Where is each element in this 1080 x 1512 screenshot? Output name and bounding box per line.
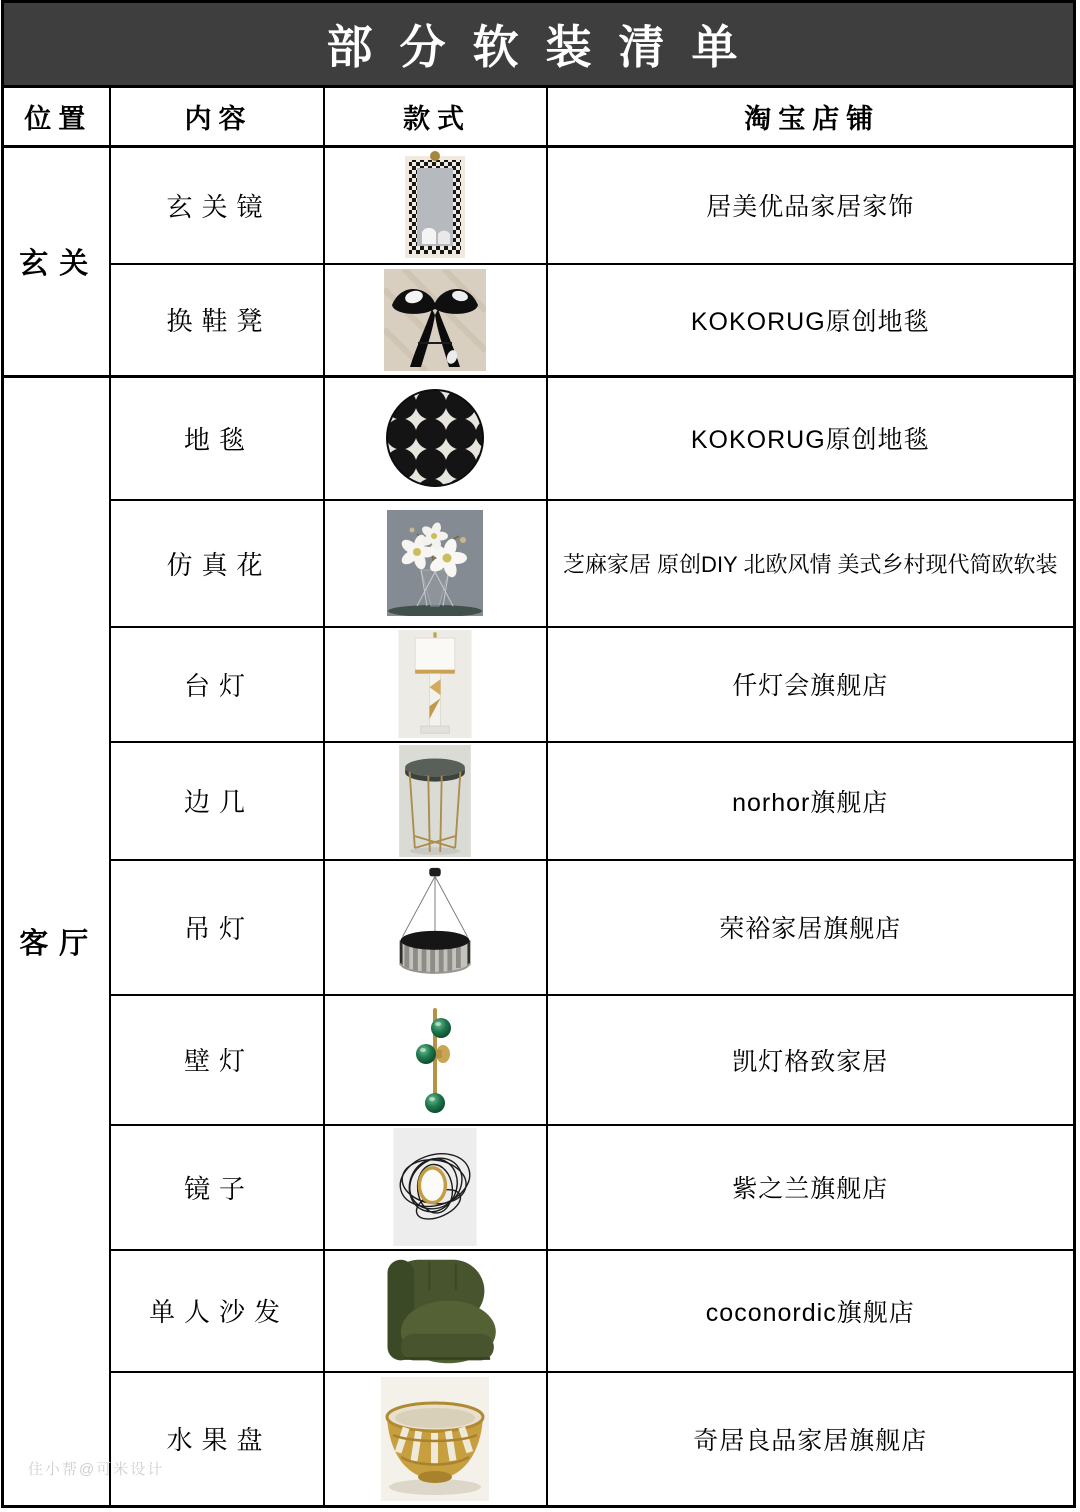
shop-name: 凯灯格致家居 <box>547 995 1075 1125</box>
soft-furnishing-list-table <box>1 0 1076 1508</box>
style-cell-pendant-lamp <box>324 860 547 995</box>
entry-mirror-photo <box>404 150 466 260</box>
shop-name: 奇居良品家居旗舰店 <box>547 1372 1075 1507</box>
shop-name: 紫之兰旗舰店 <box>547 1125 1075 1250</box>
style-cell-side-table <box>324 742 547 860</box>
fruit-bowl-photo <box>381 1377 489 1501</box>
column-header-style: 款式 <box>324 87 547 147</box>
item-name-pendant-lamp: 吊灯 <box>110 860 324 995</box>
armchair-photo <box>369 1254 501 1368</box>
page-title: 部分软装清单 <box>3 2 1075 87</box>
item-name-artificial-flowers: 仿真花 <box>110 500 324 627</box>
shop-name: 仟灯会旗舰店 <box>547 627 1075 742</box>
style-cell-armchair <box>324 1250 547 1372</box>
item-name-side-table: 边几 <box>110 742 324 860</box>
pendant-lamp-photo <box>389 864 481 990</box>
item-name-fruit-bowl: 水果盘 <box>110 1372 324 1507</box>
location-cell-living-room: 客厅 <box>3 377 110 1507</box>
style-cell-mirror <box>324 1125 547 1250</box>
item-name-shoe-stool: 换鞋凳 <box>110 264 324 377</box>
watermark: 住小帮@可米设计 <box>28 1461 165 1478</box>
item-name-entry-mirror: 玄关镜 <box>110 147 324 264</box>
column-header-item: 内容 <box>110 87 324 147</box>
shop-name: KOKORUG原创地毯 <box>547 377 1075 500</box>
location-cell-entrance: 玄关 <box>3 147 110 377</box>
style-cell-entry-mirror <box>324 147 547 264</box>
table-lamp-photo <box>389 630 481 738</box>
wall-lamp-photo <box>395 1002 475 1118</box>
style-cell-wall-lamp <box>324 995 547 1125</box>
column-header-location: 位置 <box>3 87 110 147</box>
shop-name: KOKORUG原创地毯 <box>547 264 1075 377</box>
item-name-rug: 地毯 <box>110 377 324 500</box>
side-table-photo <box>387 745 483 857</box>
shoe-stool-photo <box>384 269 486 371</box>
item-name-wall-lamp: 壁灯 <box>110 995 324 1125</box>
style-cell-rug <box>324 377 547 500</box>
shop-name: norhor旗舰店 <box>547 742 1075 860</box>
column-header-shop: 淘宝店铺 <box>547 87 1075 147</box>
artificial-flower-photo <box>387 510 483 616</box>
shop-name: coconordic旗舰店 <box>547 1250 1075 1372</box>
shop-name: 芝麻家居 原创DIY 北欧风情 美式乡村现代简欧软装 <box>547 500 1075 627</box>
style-cell-artificial-flowers <box>324 500 547 627</box>
style-cell-shoe-stool <box>324 264 547 377</box>
shop-name: 居美优品家居家饰 <box>547 147 1075 264</box>
style-cell-fruit-bowl <box>324 1372 547 1507</box>
item-name-table-lamp: 台灯 <box>110 627 324 742</box>
style-cell-table-lamp <box>324 627 547 742</box>
wire-mirror-photo <box>387 1128 483 1246</box>
item-name-armchair: 单人沙发 <box>110 1250 324 1372</box>
round-rug-photo <box>386 389 484 487</box>
item-name-mirror: 镜子 <box>110 1125 324 1250</box>
shop-name: 荣裕家居旗舰店 <box>547 860 1075 995</box>
